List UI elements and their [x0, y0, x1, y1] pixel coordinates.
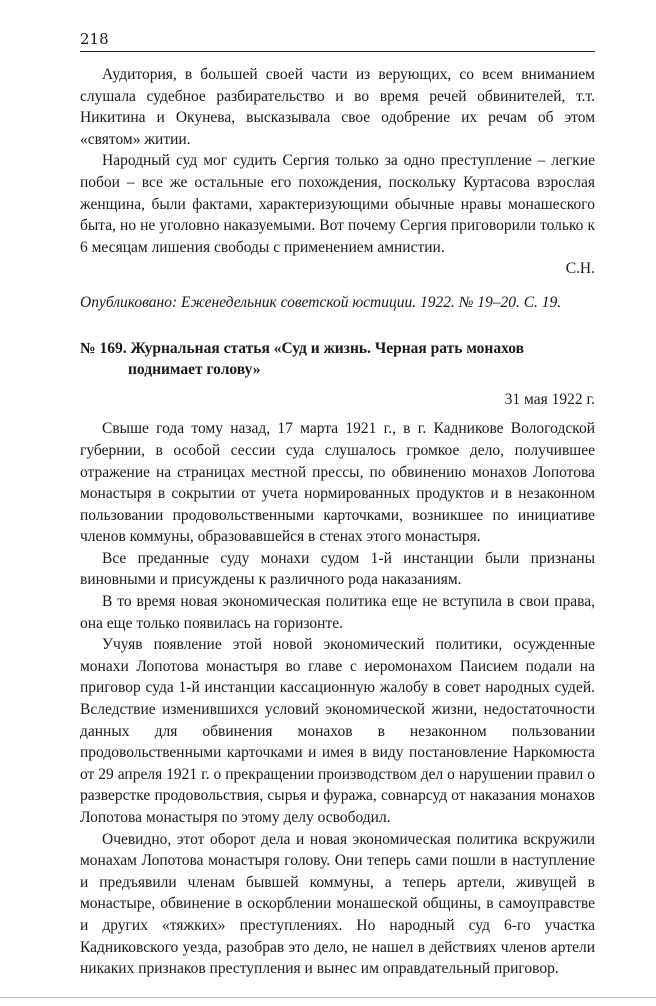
document-date: 31 мая 1922 г. — [504, 390, 595, 408]
page-bottom-edge — [0, 997, 656, 998]
paragraph: Народный суд мог судить Сергия только за одно преступление – легкие побои – все же остальные его похождения, поскольку Куртасова взрослая женщина, были фактами, характеризующими обычные нравы монашеского быта, но не уголовно наказуемыми. Вот почему Сергия приговорили только к 6 месяцам лишения свободы с применением амнистии. — [80, 152, 595, 256]
paragraph: Все преданные суду монахи судом 1-й инстанции были признаны виновными и присуждены к различного рода наказаниям. — [80, 549, 595, 589]
page-number: 218 — [80, 30, 109, 48]
paragraph: Аудитория, в большей своей части из верующих, со всем вниманием слушала судебное разбирательство и во время речей обвинителей, т.т. Никитина и Окунева, высказывала свое одобрение их речам об этом «святом» житии. — [80, 66, 595, 148]
header-rule — [80, 51, 595, 52]
paragraph: Очевидно, этот оборот дела и новая экономическая политика вскружили монахам Лопотова монастыря голову. Они теперь сами пошли в наступление и предъявили членам бывшей коммуны, а теперь артели, живущей в монастыре, обвинение в оскорблении монашеской общины, в самоуправстве и других «тяжких» преступлениях. Но народный суд 6-го участка Кадниковского уезда, разобрав это дело, не нашел в действиях членов артели никаких признаков преступления и вынес им оправдательный приговор. — [80, 830, 595, 978]
paragraph: В то время новая экономическая политика еще не вступила в свои права, она еще только появилась на горизонте. — [80, 593, 595, 632]
publication-note: Опубликовано: Еженедельник советской юстиции. 1922. № 19–20. С. 19. — [80, 293, 562, 311]
document-heading: № 169. Журнальная статья «Суд и жизнь. Черная рать монахов поднимает голову» — [80, 339, 524, 379]
paragraph: Свыше года тому назад, 17 марта 1921 г., в г. Кадникове Вологодской губернии, в особой сессии суда слушалось громкое дело, получившее отражение на страницах местной прессы, по обвинению монахов Лопотова монастыря в сокрытии от учета нормированных продуктов и в незаконном пользовании продовольственными карточками, возникшее по инициативе членов коммуны, образовавшейся в стенах этого монастыря. — [80, 420, 595, 546]
paragraph: Учуяв появление этой новой экономический политики, осужденные монахи Лопотова монастыря во главе с иеромонахом Паисием подали на приговор суда 1-й инстанции кассационную жалобу в совет народных судей. Вследствие изменившихся условий экономической жизни, недостаточности данных для обвинения монахов в незаконном пользовании продовольственными карточками и имея в виду постановление Наркомюста от 29 апреля 1921 г. о прекращении производством дел о нарушении правил о разверстке продовольствия, сырья и фуража, совнарсуд от наказания монахов Лопотова монастыря по этому делу освободил. — [80, 636, 595, 826]
author-signature: С.Н. — [565, 260, 595, 278]
page-body — [80, 64, 595, 980]
